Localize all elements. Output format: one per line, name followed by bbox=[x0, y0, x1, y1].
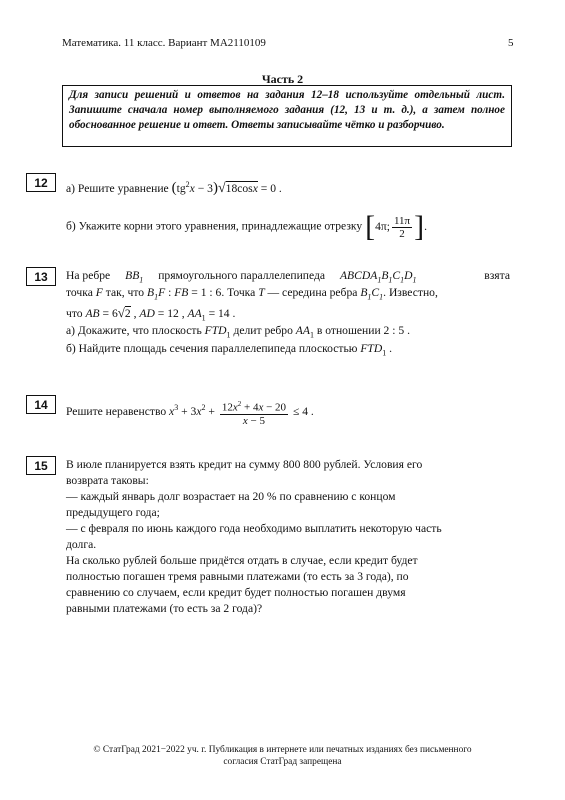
task-15-line-3: — каждый январь долг возрастает на 20 % по сравнению с концом bbox=[66, 490, 396, 503]
t13-text-g: — середина ребра bbox=[267, 286, 358, 299]
t13-text-d: точка bbox=[66, 286, 93, 299]
t13-a-text-2: делит ребро bbox=[233, 324, 293, 337]
t13-a-text-3: в отношении bbox=[316, 324, 381, 337]
task-15-line-8: полностью погашен тремя равными платежами (то есть за 3 года), по bbox=[66, 570, 409, 583]
instructions-box: Для записи решений и ответов на задания 12–18 используйте отдельный лист. Запишите сначала номер выполняемого задания (12, 13 и т. д.), а затем полное обоснованное решение и ответ. Ответы записывайте чётко и разборчиво. bbox=[62, 85, 512, 147]
task-13-line-3: что AB = 6√2 , AD = 12 , $AA_1 = 14$ . bbox=[66, 305, 236, 323]
task-15-line-1: В июле планируется взять кредит на сумму 800 800 рублей. Условия его bbox=[66, 458, 423, 471]
task-12-a-label: а) Решите уравнение bbox=[66, 182, 169, 195]
t13-text-b: прямоугольного параллелепипеда bbox=[158, 269, 326, 282]
task-14-inequality: $x^3 + 3x^2$ + $\frac{12x^2 + 4x - 20}{x - 5}$ ≤ 4 . bbox=[169, 400, 314, 427]
task-12-b-label: б) Укажите корни этого уравнения, принадлежащие отрезку bbox=[66, 219, 363, 233]
t13-text-a: На ребре bbox=[66, 269, 111, 282]
t13-b-text: б) Найдите площадь сечения параллелепипеда плоскостью bbox=[66, 342, 358, 355]
t13-text-f: . Точка bbox=[221, 286, 256, 299]
part-title: Часть 2 bbox=[261, 72, 304, 86]
footer-copyright bbox=[0, 744, 565, 768]
task-15-line-4: предыдущего года; bbox=[66, 506, 160, 519]
task-15-line-5: — с февраля по июнь каждого года необходимо выплатить некоторую часть bbox=[66, 522, 442, 535]
task-12-equation: $(tg^2x - 3)√18\cos x = 0$ . bbox=[171, 180, 282, 196]
task-number-13: 13 bbox=[26, 267, 56, 286]
task-13-line-2: точка F так, что $B_1F$ : FB = 1 : 6. Точка T — середина ребра $B_1C_1$. Известно, bbox=[66, 286, 438, 302]
task-13-part-a: а) Докажите, что плоскость $FTD_1$ делит ребро $AA_1$ в отношении 2 : 5 . bbox=[66, 324, 410, 340]
t13-text-i: что bbox=[66, 307, 83, 320]
task-14-line bbox=[66, 398, 510, 427]
t13-text-h: . Известно, bbox=[383, 286, 438, 299]
task-13-part-b: б) Найдите площадь сечения параллелепипеда плоскостью $FTD_1$ . bbox=[66, 342, 393, 358]
footer-line-1: © СтатГрад 2021−2022 уч. г. Публикация в интернете или печатных изданиях без письменного bbox=[93, 745, 472, 755]
header-title: Математика. 11 класс. Вариант МА2110109 bbox=[62, 37, 266, 49]
task-13-line-1: На ребре $BB_1$ прямоугольного параллелепипеда $ABCDA_1B_1C_1D_1$ взята bbox=[66, 269, 510, 285]
task-15-line-9: сравнению со случаем, если кредит будет полностью погашен двумя bbox=[66, 586, 406, 599]
task-15-line-2: возврата таковы: bbox=[66, 474, 149, 487]
t13-text-e: так, что bbox=[105, 286, 145, 299]
task-12-interval: [4π; $\frac{11\pi}{2}$ ]. bbox=[365, 210, 428, 243]
task-number-14: 14 bbox=[26, 395, 56, 414]
task-12-part-b bbox=[66, 212, 510, 242]
task-number-15: 15 bbox=[26, 456, 56, 475]
task-15-line-6: долга. bbox=[66, 538, 97, 551]
t13-text-c: взята bbox=[484, 269, 510, 282]
footer-line-2: согласия СтатГрад запрещена bbox=[223, 757, 342, 767]
task-15-line-7: На сколько рублей больше придётся отдать в случае, если кредит будет bbox=[66, 554, 418, 567]
task-15-line-10: равными платежами (то есть за 2 года)? bbox=[66, 602, 263, 615]
task-number-12: 12 bbox=[26, 173, 56, 192]
task-12-part-a bbox=[66, 180, 510, 197]
t13-a-text: а) Докажите, что плоскость bbox=[66, 324, 202, 337]
t14-text: Решите неравенство bbox=[66, 404, 167, 418]
page-number: 5 bbox=[508, 37, 514, 49]
